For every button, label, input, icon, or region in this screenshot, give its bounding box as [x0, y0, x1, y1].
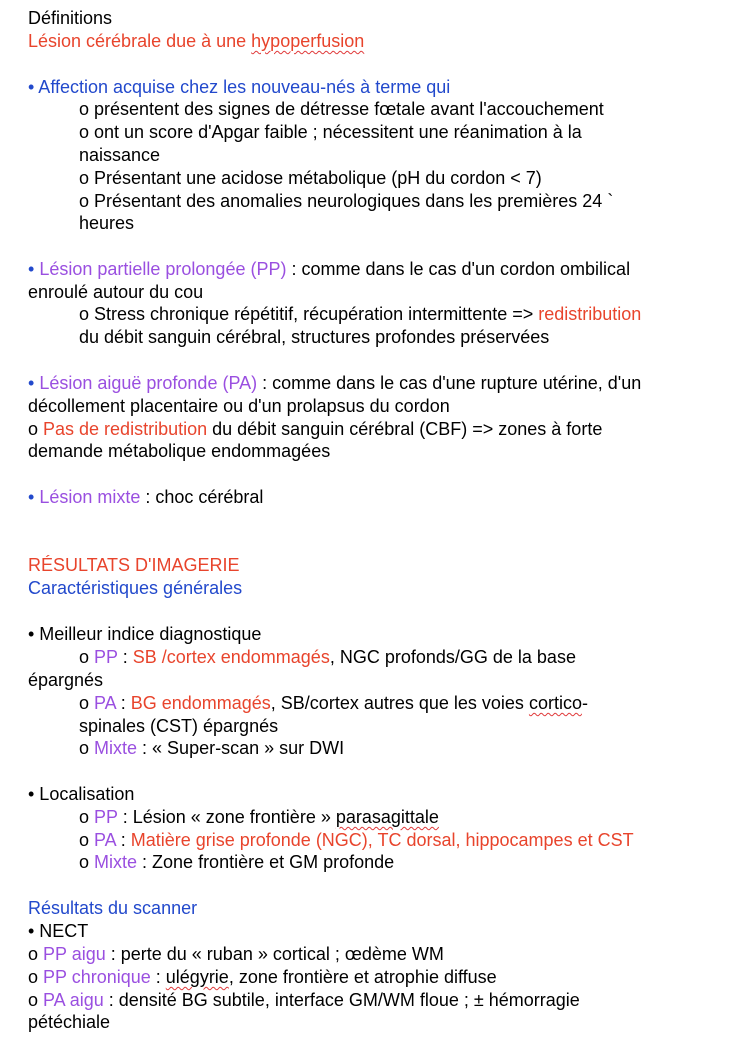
acquired-condition-heading: • Affection acquise chez les nouveau-nés à terme qui: [28, 77, 451, 97]
spell-flag-ulegyrie: ulégyrie: [165, 967, 229, 987]
loc-pp: o PP : Lésion « zone frontière » parasagittale: [79, 807, 439, 827]
localisation-heading: • Localisation: [28, 784, 135, 804]
pa-definition: • Lésion aiguë profonde (PA) : comme dans le cas d'une rupture utérine, d'un: [28, 373, 642, 393]
scanner-pa-acute: o PA aigu : densité BG subtile, interface GM/WM floue ; ± hémorragie: [28, 990, 580, 1010]
loc-mixte: o Mixte : Zone frontière et GM profonde: [79, 852, 395, 872]
diag-pp-cont: épargnés: [28, 670, 104, 690]
diagnostic-heading: • Meilleur indice diagnostique: [28, 624, 262, 644]
mixte-definition: • Lésion mixte : choc cérébral: [28, 487, 264, 507]
list-item: o présentent des signes de détresse fœtale avant l'accouchement: [79, 99, 604, 119]
pa-definition-cont: décollement placentaire ou d'un prolapsus du cordon: [28, 396, 450, 416]
imaging-title: RÉSULTATS D'IMAGERIE: [28, 555, 240, 575]
list-item: o ont un score d'Apgar faible ; nécessitent une réanimation à la: [79, 122, 582, 142]
pa-subitem: o Pas de redistribution du débit sanguin cérébral (CBF) => zones à forte: [28, 419, 603, 439]
list-item: naissance: [79, 145, 161, 165]
scanner-pp-acute: o PP aigu : perte du « ruban » cortical ; œdème WM: [28, 944, 444, 964]
spell-flag-cortico: cortico: [528, 693, 582, 713]
pp-subitem: o Stress chronique répétitif, récupération intermittente => redistribution: [79, 304, 642, 324]
pp-subitem-cont: du débit sanguin cérébral, structures profondes préservées: [79, 327, 550, 347]
no-redistribution-highlight: Pas de redistribution: [43, 419, 208, 439]
diag-pa: o PA : BG endommagés, SB/cortex autres que les voies cortico-: [79, 693, 588, 713]
mixte-label: Lésion mixte: [39, 487, 141, 507]
list-item: heures: [79, 213, 135, 233]
pa-subitem-cont: demande métabolique endommagées: [28, 441, 331, 461]
diag-pp: o PP : SB /cortex endommagés, NGC profonds/GG de la base: [79, 647, 576, 667]
pa-label: Lésion aiguë profonde (PA): [39, 373, 258, 393]
scanner-title: Résultats du scanner: [28, 898, 198, 918]
pp-definition: • Lésion partielle prolongée (PP) : comme dans le cas d'un cordon ombilical: [28, 259, 631, 279]
diag-mixte: o Mixte : « Super-scan » sur DWI: [79, 738, 345, 758]
loc-pa: o PA : Matière grise profonde (NGC), TC dorsal, hippocampes et CST: [79, 830, 634, 850]
diag-pa-cont: spinales (CST) épargnés: [79, 716, 279, 736]
scanner-pp-chronic: o PP chronique : ulégyrie, zone frontière et atrophie diffuse: [28, 967, 497, 987]
spell-flag-hypoperfusion: hypoperfusion: [251, 31, 365, 51]
redistribution-highlight: redistribution: [538, 304, 642, 324]
nect-heading: • NECT: [28, 921, 89, 941]
pp-definition-cont: enroulé autour du cou: [28, 282, 204, 302]
list-item: o Présentant des anomalies neurologiques dans les premières 24 `: [79, 191, 614, 211]
definitions-title: Définitions: [28, 8, 113, 28]
list-item: o Présentant une acidose métabolique (pH du cordon < 7): [79, 168, 542, 188]
pp-label: Lésion partielle prolongée (PP): [39, 259, 287, 279]
definitions-subtitle: Lésion cérébrale due à une hypoperfusion: [28, 31, 365, 51]
scanner-pa-acute-cont: pétéchiale: [28, 1012, 111, 1032]
spell-flag-parasagittale: parasagittale: [335, 807, 439, 827]
imaging-subtitle: Caractéristiques générales: [28, 578, 243, 598]
